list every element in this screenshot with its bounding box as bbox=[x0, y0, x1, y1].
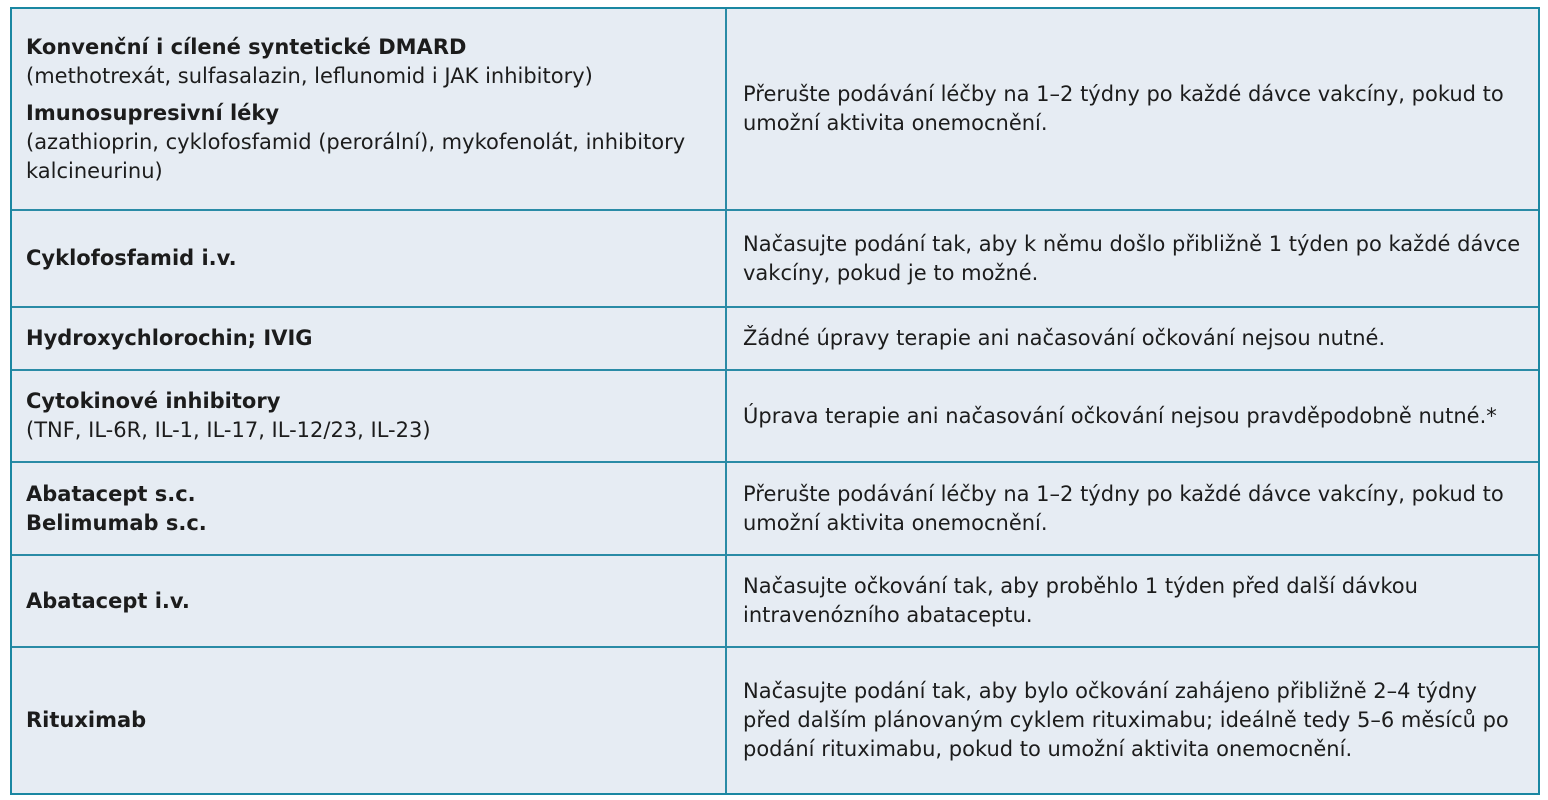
drug-cell bbox=[12, 210, 726, 307]
drug-detail: (methotrexát, sulfasalazin, leflunomid i JAK inhibitory) bbox=[26, 63, 593, 88]
drug-name: Abatacept i.v. bbox=[26, 588, 190, 613]
drug-cell bbox=[12, 647, 726, 793]
vaccination-recommendation-table bbox=[10, 7, 1540, 795]
recommendation-cell bbox=[726, 9, 1538, 210]
drug-name: Konvenční i cílené syntetické DMARD bbox=[26, 34, 467, 59]
drug-cell bbox=[12, 555, 726, 647]
table-row bbox=[12, 307, 1538, 370]
drug-name: Belimumab s.c. bbox=[26, 510, 207, 535]
recommendation-text: Žádné úpravy terapie ani načasování očkování nejsou nutné. bbox=[743, 326, 1386, 350]
drug-cell bbox=[12, 9, 726, 210]
recommendation-cell bbox=[726, 307, 1538, 370]
recommendation-text: Načasujte podání tak, aby bylo očkování zahájeno přibližně 2–4 týdny před dalším plánovaným cyklem rituximabu; ideálně tedy 5–6 měsíců po podání rituximabu, pokud to umožní aktivita onemocnění. bbox=[743, 679, 1509, 761]
table-row bbox=[12, 210, 1538, 307]
drug-name: Cytokinové inhibitory bbox=[26, 389, 281, 413]
table-row bbox=[12, 9, 1538, 210]
drug-name: Imunosupresivní léky bbox=[26, 100, 280, 125]
recommendation-cell bbox=[726, 647, 1538, 793]
table-row bbox=[12, 462, 1538, 555]
recommendation-text: Načasujte očkování tak, aby proběhlo 1 týden před další dávkou intravenózního abataceptu. bbox=[743, 574, 1418, 627]
recommendation-table bbox=[12, 9, 1538, 793]
recommendation-cell bbox=[726, 370, 1538, 462]
drug-name: Rituximab bbox=[26, 708, 147, 732]
drug-cell bbox=[12, 307, 726, 370]
drug-name: Cyklofosfamid i.v. bbox=[26, 246, 237, 270]
recommendation-text: Přerušte podávání léčby na 1–2 týdny po každé dávce vakcíny, pokud to umožní aktivita onemocnění. bbox=[743, 82, 1504, 135]
recommendation-cell bbox=[726, 555, 1538, 647]
drug-detail: (TNF, IL-6R, IL-1, IL-17, IL-12/23, IL-23) bbox=[26, 418, 431, 442]
drug-cell bbox=[12, 462, 726, 555]
recommendation-cell bbox=[726, 210, 1538, 307]
table-row bbox=[12, 370, 1538, 462]
recommendation-text: Načasujte podání tak, aby k němu došlo přibližně 1 týden po každé dávce vakcíny, pokud je to možné. bbox=[743, 231, 1521, 285]
drug-name: Abatacept s.c. bbox=[26, 481, 196, 506]
drug-name: Hydroxychlorochin; IVIG bbox=[26, 326, 313, 350]
drug-cell bbox=[12, 370, 726, 462]
recommendation-cell bbox=[726, 462, 1538, 555]
recommendation-text: Úprava terapie ani načasování očkování nejsou pravděpodobně nutné.* bbox=[743, 403, 1497, 428]
recommendation-text: Přerušte podávání léčby na 1–2 týdny po každé dávce vakcíny, pokud to umožní aktivita onemocnění. bbox=[743, 481, 1504, 535]
spacer bbox=[26, 91, 711, 99]
table-row bbox=[12, 647, 1538, 793]
drug-detail: (azathioprin, cyklofosfamid (perorální), mykofenolát, inhibitory kalcineurinu) bbox=[26, 129, 686, 183]
table-row bbox=[12, 555, 1538, 647]
